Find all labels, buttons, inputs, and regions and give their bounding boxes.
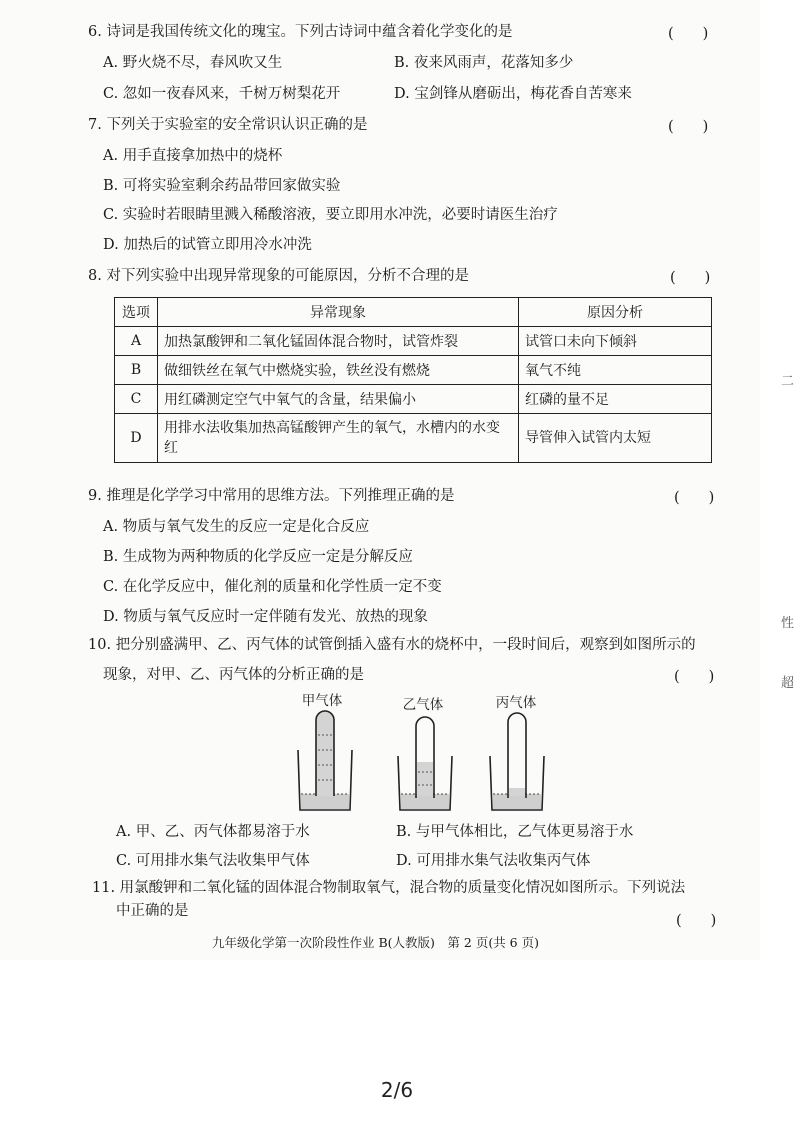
table-cell-reason: 导管伸入试管内太短 <box>519 414 712 463</box>
q6-option-d: D. 宝剑锋从磨砺出，梅花香自苦寒来 <box>394 86 632 102</box>
q6-option-b: B. 夜来风雨声，花落知多少 <box>394 55 574 71</box>
table-header-reason: 原因分析 <box>519 298 712 327</box>
table-cell-option: A <box>115 327 158 356</box>
q9-option-d: D. 物质与氧气反应时一定伴随有发光、放热的现象 <box>103 609 428 625</box>
q7-option-c: C. 实验时若眼睛里溅入稀酸溶液，要立即用水冲洗，必要时请医生治疗 <box>103 207 558 223</box>
q10-option-b: B. 与甲气体相比，乙气体更易溶于水 <box>396 824 634 840</box>
edge-char-1: 二 <box>781 374 794 389</box>
q10-option-c: C. 可用排水集气法收集甲气体 <box>116 853 310 869</box>
table-cell-option: B <box>115 356 158 385</box>
table-header-option: 选项 <box>115 298 158 327</box>
q9-option-b: B. 生成物为两种物质的化学反应一定是分解反应 <box>103 549 413 565</box>
beaker-bing <box>490 713 544 810</box>
table-row <box>115 327 712 356</box>
q7-option-d: D. 加热后的试管立即用冷水冲洗 <box>103 237 312 253</box>
table-cell-reason: 红磷的量不足 <box>519 385 712 414</box>
q7-answer-paren: ( ) <box>668 119 709 135</box>
q10-stem-line2: 现象，对甲、乙、丙气体的分析正确的是 <box>103 667 364 683</box>
q11-answer-paren: ( ) <box>676 913 717 929</box>
q9-option-a: A. 物质与氧气发生的反应一定是化合反应 <box>103 519 370 535</box>
q8-table <box>114 297 712 463</box>
q7-option-a: A. 用手直接拿加热中的烧杯 <box>103 148 283 164</box>
q6-stem: 6. 诗词是我国传统文化的瑰宝。下列古诗词中蕴含着化学变化的是 <box>88 24 513 40</box>
table-cell-reason: 试管口未向下倾斜 <box>519 327 712 356</box>
table-row <box>115 385 712 414</box>
q9-option-c: C. 在化学反应中，催化剂的质量和化学性质一定不变 <box>103 579 442 595</box>
q11-stem-line1: 11. 用氯酸钾和二氧化锰的固体混合物制取氧气，混合物的质量变化情况如图所示。下列说法 <box>92 880 686 896</box>
table-cell-option: C <box>115 385 158 414</box>
q9-stem: 9. 推理是化学学习中常用的思维方法。下列推理正确的是 <box>88 488 455 504</box>
q10-stem-line1: 10. 把分别盛满甲、乙、丙气体的试管倒插入盛有水的烧杯中，一段时间后，观察到如图所示的 <box>88 637 696 653</box>
table-header-row <box>115 298 712 327</box>
table-cell-phenomenon: 用红磷测定空气中氧气的含量，结果偏小 <box>158 385 519 414</box>
table-header-phenomenon: 异常现象 <box>158 298 519 327</box>
page-indicator: 2/6 <box>380 1078 414 1102</box>
q11-stem-line2: 中正确的是 <box>116 903 189 919</box>
q6-answer-paren: ( ) <box>668 26 709 42</box>
figure-label-jia: 甲气体 <box>301 693 343 709</box>
q10-answer-paren: ( ) <box>674 669 715 685</box>
beaker-jia <box>298 711 352 810</box>
table-cell-reason: 氧气不纯 <box>519 356 712 385</box>
q6-option-c: C. 忽如一夜春风来，千树万树梨花开 <box>103 86 341 102</box>
q6-option-a: A. 野火烧不尽，春风吹又生 <box>103 55 283 71</box>
table-cell-phenomenon: 做细铁丝在氧气中燃烧实验，铁丝没有燃烧 <box>158 356 519 385</box>
figure-label-yi: 乙气体 <box>402 697 444 713</box>
q7-stem: 7. 下列关于实验室的安全常识认识正确的是 <box>88 117 368 133</box>
table-row <box>115 356 712 385</box>
q8-answer-paren: ( ) <box>670 270 711 286</box>
table-cell-option: D <box>115 414 158 463</box>
table-cell-phenomenon: 加热氯酸钾和二氧化锰固体混合物时，试管炸裂 <box>158 327 519 356</box>
table-row <box>115 414 712 463</box>
beaker-yi <box>398 717 452 810</box>
q9-answer-paren: ( ) <box>674 490 715 506</box>
table-cell-phenomenon: 用排水法收集加热高锰酸钾产生的氧气，水槽内的水变红 <box>158 414 519 463</box>
q8-stem: 8. 对下列实验中出现异常现象的可能原因，分析不合理的是 <box>88 268 469 284</box>
q10-option-a: A. 甲、乙、丙气体都易溶于水 <box>116 824 310 840</box>
edge-char-2: 性 <box>781 616 794 631</box>
edge-char-3: 超 <box>781 676 794 691</box>
test-tube-beakers-figure <box>290 690 560 818</box>
page-footer: 九年级化学第一次阶段性作业 B(人教版) 第 2 页(共 6 页) <box>212 935 539 950</box>
figure-label-bing: 丙气体 <box>495 695 537 711</box>
q10-option-d: D. 可用排水集气法收集丙气体 <box>396 853 591 869</box>
q7-option-b: B. 可将实验室剩余药品带回家做实验 <box>103 178 341 194</box>
